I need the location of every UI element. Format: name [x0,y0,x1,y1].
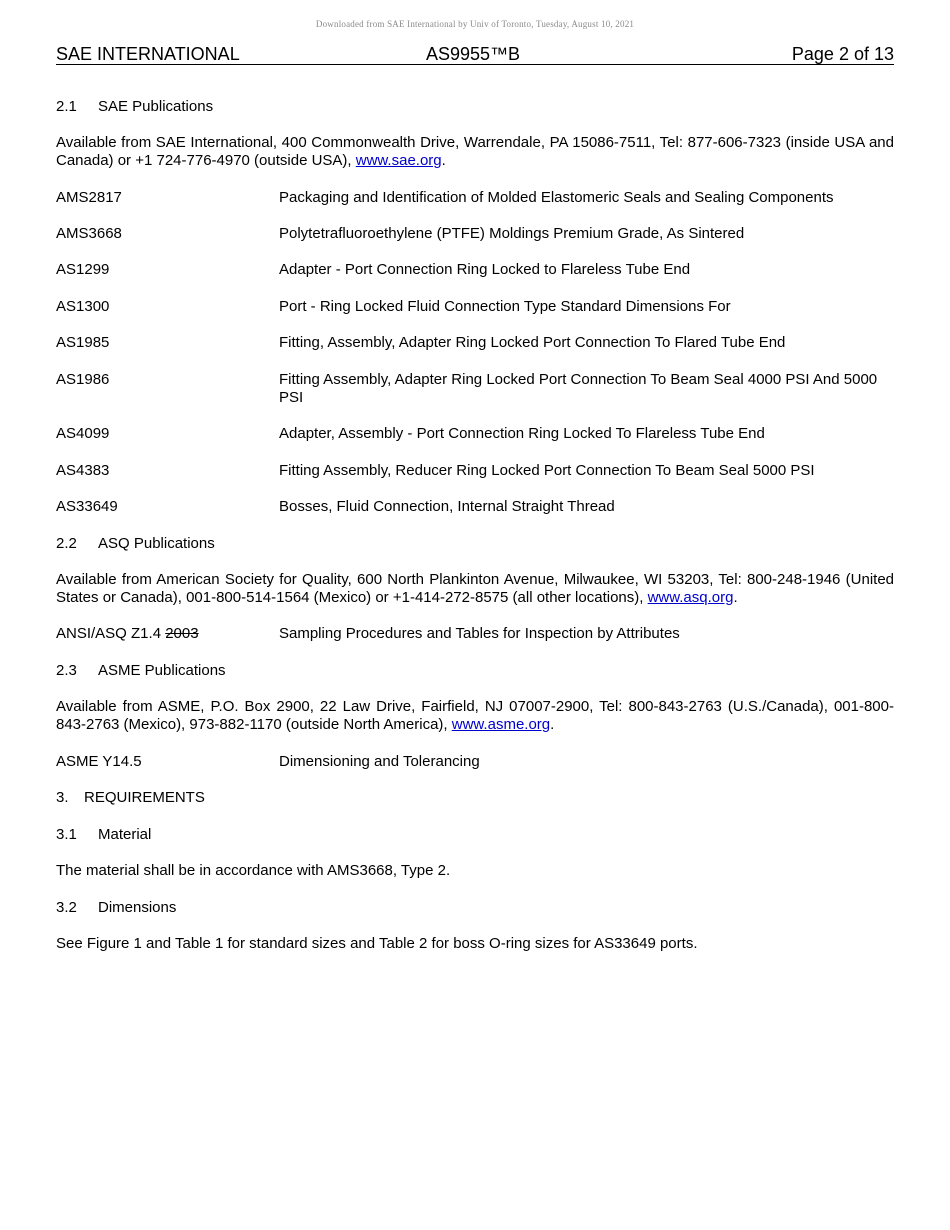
reference-title: Port - Ring Locked Fluid Connection Type Standard Dimensions For [279,298,731,315]
section-number: 2.1 [56,98,77,115]
header-document-id: AS9955™B [426,44,521,64]
asq-availability-text: Available from American Society for Quality, 600 North Plankinton Avenue, Milwaukee, WI 53203, Tel: 800-248-1946 (United States or Canada), 001-800-514-1564 (Mexico) or +1-414-272-8575 (all other locations), [56,571,894,606]
dimensions-paragraph: See Figure 1 and Table 1 for standard sizes and Table 2 for boss O-ring sizes for AS33649 ports. [56,935,698,952]
asme-website-link[interactable]: www.asme.org [451,716,551,733]
section-title: REQUIREMENTS [84,789,205,806]
reference-code: ASME Y14.5 [56,753,142,770]
section-heading-3 [56,789,894,807]
section-title: Material [98,826,152,843]
section-heading-2-3 [56,662,894,680]
header-page-number: Page 2 of 13 [791,44,894,64]
section-title: Dimensions [98,899,177,916]
reference-code: AS4383 [56,462,110,479]
section-title: ASQ Publications [98,535,215,552]
reference-code: AS1299 [56,261,110,278]
reference-title: Bosses, Fluid Connection, Internal Straight Thread [279,498,615,515]
section-number: 2.2 [56,535,77,552]
reference-title: Sampling Procedures and Tables for Inspection by Attributes [279,625,680,642]
reference-title: Dimensioning and Tolerancing [279,753,480,770]
download-watermark: Downloaded from SAE International by Univ of Toronto, Tuesday, August 10, 2021 [315,19,635,29]
reference-code: AMS3668 [56,225,122,242]
sae-website-link[interactable]: www.sae.org [355,152,442,169]
reference-title: Fitting, Assembly, Adapter Ring Locked Port Connection To Flared Tube End [279,334,786,351]
section-number: 3.2 [56,899,77,916]
struck-year: 2003 [165,625,199,642]
reference-title: Fitting Assembly, Adapter Ring Locked Port Connection To Beam Seal 4000 PSI And 5000 PSI [279,371,878,406]
reference-title: Packaging and Identification of Molded Elastomeric Seals and Sealing Components [279,189,834,206]
section-heading-2-2 [56,535,894,553]
asq-availability-paragraph: Available from American Society for Quality, 600 North Plankinton Avenue, Milwaukee, WI 53203, Tel: 800-248-1946 (United States or Canada), 001-800-514-1564 (Mexico) or +1-414-272-8575 (all other locations), www.asq.org. [56,571,894,606]
section-heading-3-1 [56,826,894,844]
reference-code: AS33649 [56,498,118,515]
sae-availability-paragraph: Available from SAE International, 400 Commonwealth Drive, Warrendale, PA 15086-7511, Tel: 877-606-7323 (inside USA and Canada) or +1 724-776-4970 (outside USA), www.sae.org. [56,134,894,169]
section-title: ASME Publications [98,662,226,679]
section-title: SAE Publications [98,98,214,115]
reference-code: AS1300 [56,298,110,315]
asme-availability-paragraph: Available from ASME, P.O. Box 2900, 22 Law Drive, Fairfield, NJ 07007-2900, Tel: 800-843-2763 (U.S./Canada), 001-800-843-2763 (Mexico), 973-882-1170 (outside North America), www.asme.org. [56,698,894,733]
sae-availability-text: Available from SAE International, 400 Commonwealth Drive, Warrendale, PA 15086-7511, Tel: 877-606-7323 (inside USA and Canada) or +1 724-776-4970 (outside USA), [56,134,894,169]
section-number: 2.3 [56,662,77,679]
page-header [56,44,894,65]
reference-code: AS1986 [56,371,110,388]
reference-title: Adapter - Port Connection Ring Locked to Flareless Tube End [279,261,691,278]
reference-code: AMS2817 [56,189,122,206]
header-organization: SAE INTERNATIONAL [56,44,240,64]
reference-code: AS1985 [56,334,110,351]
asq-website-link[interactable]: www.asq.org [647,589,734,606]
reference-code: ANSI/ASQ Z1.4 2003 [56,625,199,642]
section-heading-3-2 [56,899,894,917]
reference-title: Adapter, Assembly - Port Connection Ring Locked To Flareless Tube End [279,425,765,442]
section-number: 3. [56,789,69,806]
asme-availability-text: Available from ASME, P.O. Box 2900, 22 Law Drive, Fairfield, NJ 07007-2900, Tel: 800-843-2763 (U.S./Canada), 001-800-843-2763 (Mexico), 973-882-1170 (outside North America), [56,698,894,733]
material-paragraph: The material shall be in accordance with AMS3668, Type 2. [56,862,451,879]
reference-title: Fitting Assembly, Reducer Ring Locked Port Connection To Beam Seal 5000 PSI [279,462,815,479]
reference-title: Polytetrafluoroethylene (PTFE) Moldings Premium Grade, As Sintered [279,225,745,242]
reference-code: AS4099 [56,425,110,442]
section-heading-2-1 [56,98,894,116]
section-number: 3.1 [56,826,77,843]
